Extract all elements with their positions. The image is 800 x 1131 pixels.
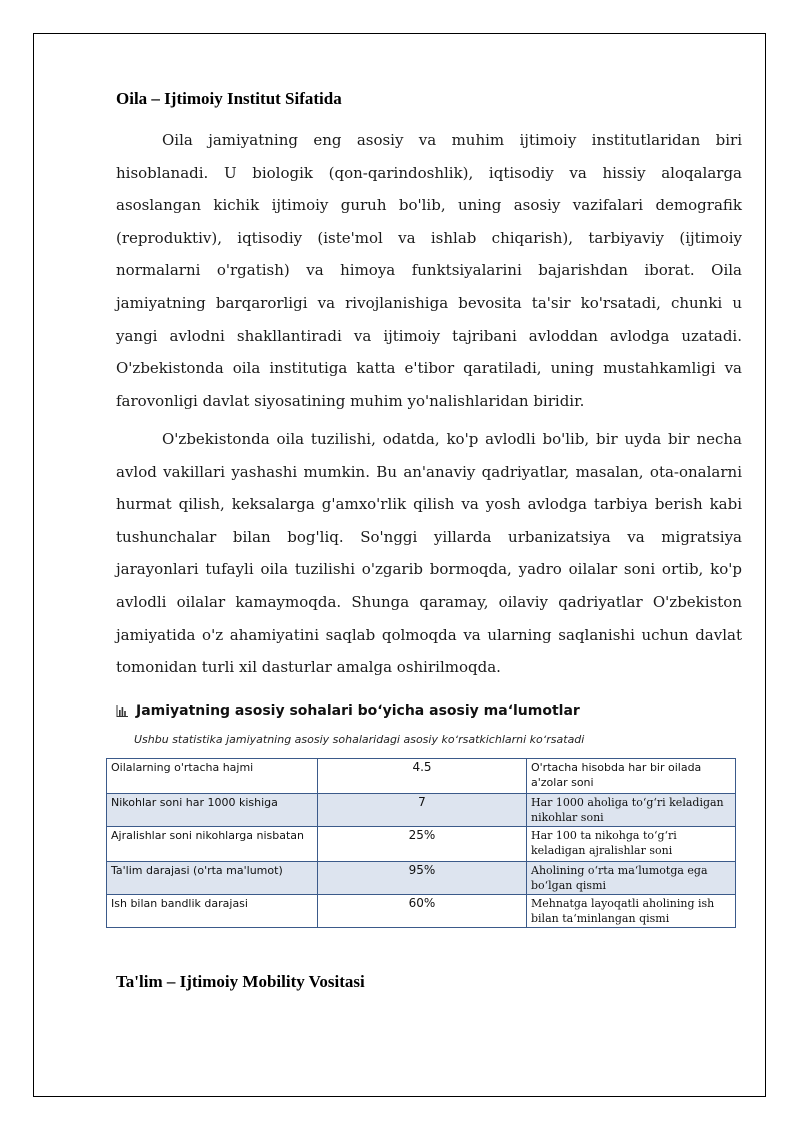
indicator-cell: Nikohlar soni har 1000 kishiga (107, 794, 318, 827)
section-heading-family: Oila – Ijtimoiy Institut Sifatida (116, 89, 342, 108)
value-cell: 60% (318, 895, 527, 928)
value-cell: 95% (318, 862, 527, 895)
indicator-cell: Ta'lim darajasi (o'rta ma'lumot) (107, 862, 318, 895)
description-cell: Har 1000 aholiga toʻgʻri keladigan nikohlar soni (527, 794, 736, 827)
table-row (107, 862, 736, 895)
stats-title-text: Jamiyatning asosiy sohalari boʻyicha asosiy maʻlumotlar (136, 703, 580, 719)
description-cell: O'rtacha hisobda har bir oilada a'zolar soni (527, 759, 736, 794)
table-row (107, 759, 736, 794)
indicator-cell: Oilalarning o'rtacha hajmi (107, 759, 318, 794)
table-row (107, 827, 736, 862)
description-cell: Aholining oʻrta maʻlumotga ega boʻlgan qismi (527, 862, 736, 895)
stats-table (106, 758, 736, 928)
stats-title (116, 703, 742, 719)
indicator-cell: Ajralishlar soni nikohlarga nisbatan (107, 827, 318, 862)
section-heading-education: Ta'lim – Ijtimoiy Mobility Vositasi (116, 972, 365, 991)
description-cell: Mehnatga layoqatli aholining ish bilan taʻminlangan qismi (527, 895, 736, 928)
stats-caption: Ushbu statistika jamiyatning asosiy sohalaridagi asosiy koʻrsatkichlarni koʻrsatadi (134, 733, 585, 746)
value-cell: 4.5 (318, 759, 527, 794)
bar-chart-icon (116, 705, 128, 717)
description-cell: Har 100 ta nikohga toʻgʻri keladigan ajralishlar soni (527, 827, 736, 862)
indicator-cell: Ish bilan bandlik darajasi (107, 895, 318, 928)
value-cell: 7 (318, 794, 527, 827)
table-row (107, 895, 736, 928)
paragraph-family-structure: O'zbekistonda oila tuzilishi, odatda, ko'p avlodli bo'lib, bir uyda bir necha avlod vakillari yashashi mumkin. Bu an'anaviy qadriyatlar, masalan, ota-onalarni hurmat qilish, keksalarga g'amxo'rlik qilish va yosh avlodga tarbiya berish kabi tushunchalar bilan bog'liq. So'nggi yillarda urbanizatsiya va migratsiya jarayonlari tufayli oila tuzilishi o'zgarib bormoqda, yadro oilalar soni ortib, ko'p avlodli oilalar kamaymoqda. Shunga qaramay, oilaviy qadriyatlar O'zbekiston jamiyatida o'z ahamiyatini saqlab qolmoqda va ularning saqlanishi uchun davlat tomonidan turli xil dasturlar amalga oshirilmoqda. (116, 430, 742, 677)
value-cell: 25% (318, 827, 527, 862)
table-row (107, 794, 736, 827)
paragraph-family-definition: Oila jamiyatning eng asosiy va muhim ijtimoiy institutlaridan biri hisoblanadi. U biologik (qon-qarindoshlik), iqtisodiy va hissiy aloqalarga asoslangan kichik ijtimoiy guruh bo'lib, uning asosiy vazifalari demografik (reproduktiv), iqtisodiy (iste'mol va ishlab chiqarish), tarbiyaviy (ijtimoiy normalarni o'rgatish) va himoya funktsiyalarini bajarishdan iborat. Oila jamiyatning barqarorligi va rivojlanishiga bevosita ta'sir ko'rsatadi, chunki u yangi avlodni shakllantiradi va ijtimoiy tajribani avloddan avlodga uzatadi. O'zbekistonda oila institutiga katta e'tibor qaratiladi, uning mustahkamligi va farovonligi davlat siyosatining muhim yo'nalishlaridan biridir. (116, 131, 742, 410)
